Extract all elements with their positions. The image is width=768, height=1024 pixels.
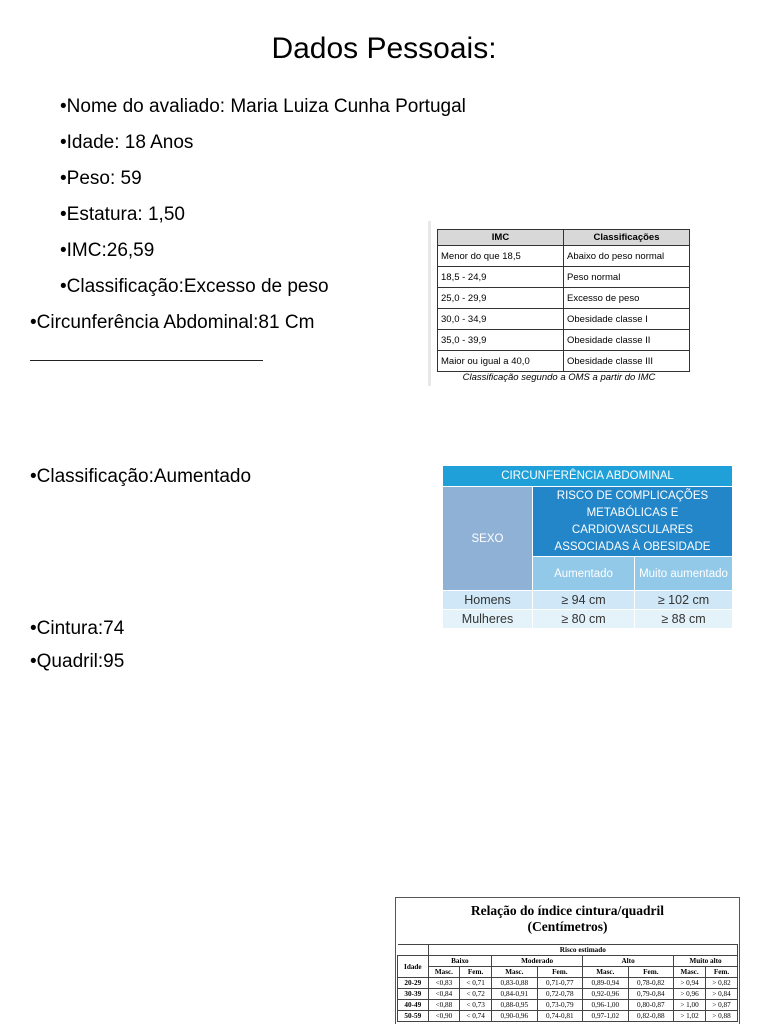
rcq-value-cell: > 0,88 <box>706 1011 738 1022</box>
imc-table <box>437 229 690 372</box>
rcq-sub-header: Masc. <box>428 967 460 978</box>
rcq-value-cell: > 0,82 <box>706 978 738 989</box>
estatura: •Estatura: 1,50 <box>60 204 185 225</box>
quadril: •Quadril:95 <box>30 651 125 672</box>
rcq-value-cell: <0,90 <box>428 1011 460 1022</box>
table-row <box>438 267 690 288</box>
rcq-sub-header: Fem. <box>460 967 492 978</box>
rcq-value-cell: 0,78-0,82 <box>628 978 674 989</box>
circunferencia-abdominal: •Circunferência Abdominal:81 Cm <box>30 312 315 333</box>
rcq-value-cell: < 0,72 <box>460 989 492 1000</box>
rcq-group-header: Muito alto <box>674 956 738 967</box>
imc-class: Excesso de peso <box>564 288 690 309</box>
ca-homens-label: Homens <box>443 591 532 609</box>
rcq-sub-header: Masc. <box>492 967 538 978</box>
rcq-sub-header: Masc. <box>583 967 629 978</box>
imc: •IMC:26,59 <box>60 240 155 261</box>
imc-range: 25,0 - 29,9 <box>438 288 564 309</box>
imc-range: 18,5 - 24,9 <box>438 267 564 288</box>
rcq-group-header: Baixo <box>428 956 491 967</box>
imc-class: Obesidade classe III <box>564 351 690 372</box>
rcq-value-cell: 0,97-1,02 <box>583 1011 629 1022</box>
imc-range: Menor do que 18,5 <box>438 246 564 267</box>
rcq-value-cell: > 0,96 <box>674 989 706 1000</box>
rcq-idade-header: Idade <box>398 956 429 978</box>
classificacao-ca: •Classificação:Aumentado <box>30 466 252 487</box>
rcq-value-cell: > 1,00 <box>674 1000 706 1011</box>
circunferencia-table <box>443 466 732 628</box>
rcq-age-cell: 50-59 <box>398 1011 429 1022</box>
classificacoes-header: Classificações <box>564 230 690 246</box>
rcq-value-cell: 0,92-0,96 <box>583 989 629 1000</box>
imc-range: 30,0 - 34,9 <box>438 309 564 330</box>
rcq-sub-header: Fem. <box>706 967 738 978</box>
imc-class: Abaixo do peso normal <box>564 246 690 267</box>
imc-range: Maior ou igual a 40,0 <box>438 351 564 372</box>
rcq-value-cell: 0,83-0,88 <box>492 978 538 989</box>
rcq-value-cell: < 0,73 <box>460 1000 492 1011</box>
table-row <box>438 309 690 330</box>
ca-aumentado-header: Aumentado <box>533 557 634 590</box>
rcq-group-header: Moderado <box>492 956 583 967</box>
rcq-value-cell: > 0,84 <box>706 989 738 1000</box>
imc-header: IMC <box>438 230 564 246</box>
rcq-value-cell: <0,84 <box>428 989 460 1000</box>
rcq-sub-header: Masc. <box>674 967 706 978</box>
rcq-value-cell: 0,72-0,78 <box>537 989 583 1000</box>
rcq-value-cell: > 0,87 <box>706 1000 738 1011</box>
rcq-title-line2: (Centímetros) <box>527 919 608 934</box>
table-row <box>438 246 690 267</box>
cintura: •Cintura:74 <box>30 618 125 639</box>
rcq-risco-estimado: Risco estimado <box>428 945 737 956</box>
rcq-value-cell: <0,83 <box>428 978 460 989</box>
idade: •Idade: 18 Anos <box>60 132 194 153</box>
rcq-age-cell: 40-49 <box>398 1000 429 1011</box>
rcq-value-cell: > 0,94 <box>674 978 706 989</box>
rcq-title <box>396 903 739 935</box>
imc-class: Peso normal <box>564 267 690 288</box>
rcq-value-cell: 0,84-0,91 <box>492 989 538 1000</box>
table-row <box>398 1000 738 1011</box>
rcq-title-line1: Relação do índice cintura/quadril <box>470 903 665 918</box>
rcq-value-cell: 0,82-0,88 <box>628 1011 674 1022</box>
divider-line <box>30 360 263 361</box>
table-row <box>438 351 690 372</box>
rcq-age-cell: 20-29 <box>398 978 429 989</box>
ca-title: CIRCUNFERÊNCIA ABDOMINAL <box>443 466 732 486</box>
rcq-value-cell: 0,90-0,96 <box>492 1011 538 1022</box>
ca-sexo-header: SEXO <box>443 487 532 590</box>
imc-range: 35,0 - 39,9 <box>438 330 564 351</box>
ca-risco-header: RISCO DE COMPLICAÇÕES METABÓLICAS E CARDIOVASCULARES ASSOCIADAS À OBESIDADE <box>533 487 732 556</box>
ca-homens-aumentado: ≥ 94 cm <box>533 591 634 609</box>
rcq-table-image <box>395 897 740 1024</box>
ca-muito-aumentado-header: Muito aumentado <box>635 557 732 590</box>
rcq-value-cell: 0,80-0,87 <box>628 1000 674 1011</box>
rcq-value-cell: < 0,74 <box>460 1011 492 1022</box>
table-row <box>438 330 690 351</box>
imc-table-image <box>428 221 690 386</box>
ca-mulheres-label: Mulheres <box>443 610 532 628</box>
rcq-value-cell: 0,96-1,00 <box>583 1000 629 1011</box>
page-title: Dados Pessoais: <box>271 32 497 65</box>
ca-homens-muito: ≥ 102 cm <box>635 591 732 609</box>
rcq-table <box>397 944 738 1022</box>
rcq-value-cell: > 1,02 <box>674 1011 706 1022</box>
table-row <box>398 1011 738 1022</box>
rcq-value-cell: 0,73-0,79 <box>537 1000 583 1011</box>
rcq-age-cell: 30-39 <box>398 989 429 1000</box>
rcq-group-header: Alto <box>583 956 674 967</box>
rcq-value-cell: 0,79-0,84 <box>628 989 674 1000</box>
rcq-value-cell: 0,89-0,94 <box>583 978 629 989</box>
imc-caption: Classificação segundo a OMS a partir do IMC <box>462 372 656 383</box>
rcq-value-cell: < 0,71 <box>460 978 492 989</box>
rcq-value-cell: 0,74-0,81 <box>537 1011 583 1022</box>
nome-avaliado: •Nome do avaliado: Maria Luiza Cunha Portugal <box>60 96 466 117</box>
rcq-sub-header: Fem. <box>537 967 583 978</box>
rcq-value-cell: 0,88-0,95 <box>492 1000 538 1011</box>
rcq-sub-header: Fem. <box>628 967 674 978</box>
table-row <box>438 288 690 309</box>
imc-class: Obesidade classe II <box>564 330 690 351</box>
rcq-value-cell: <0,88 <box>428 1000 460 1011</box>
table-row <box>398 978 738 989</box>
ca-mulheres-aumentado: ≥ 80 cm <box>533 610 634 628</box>
peso: •Peso: 59 <box>60 168 142 189</box>
imc-class: Obesidade classe I <box>564 309 690 330</box>
table-row <box>398 989 738 1000</box>
rcq-value-cell: 0,71-0,77 <box>537 978 583 989</box>
ca-mulheres-muito: ≥ 88 cm <box>635 610 732 628</box>
classificacao-imc: •Classificação:Excesso de peso <box>60 276 329 297</box>
